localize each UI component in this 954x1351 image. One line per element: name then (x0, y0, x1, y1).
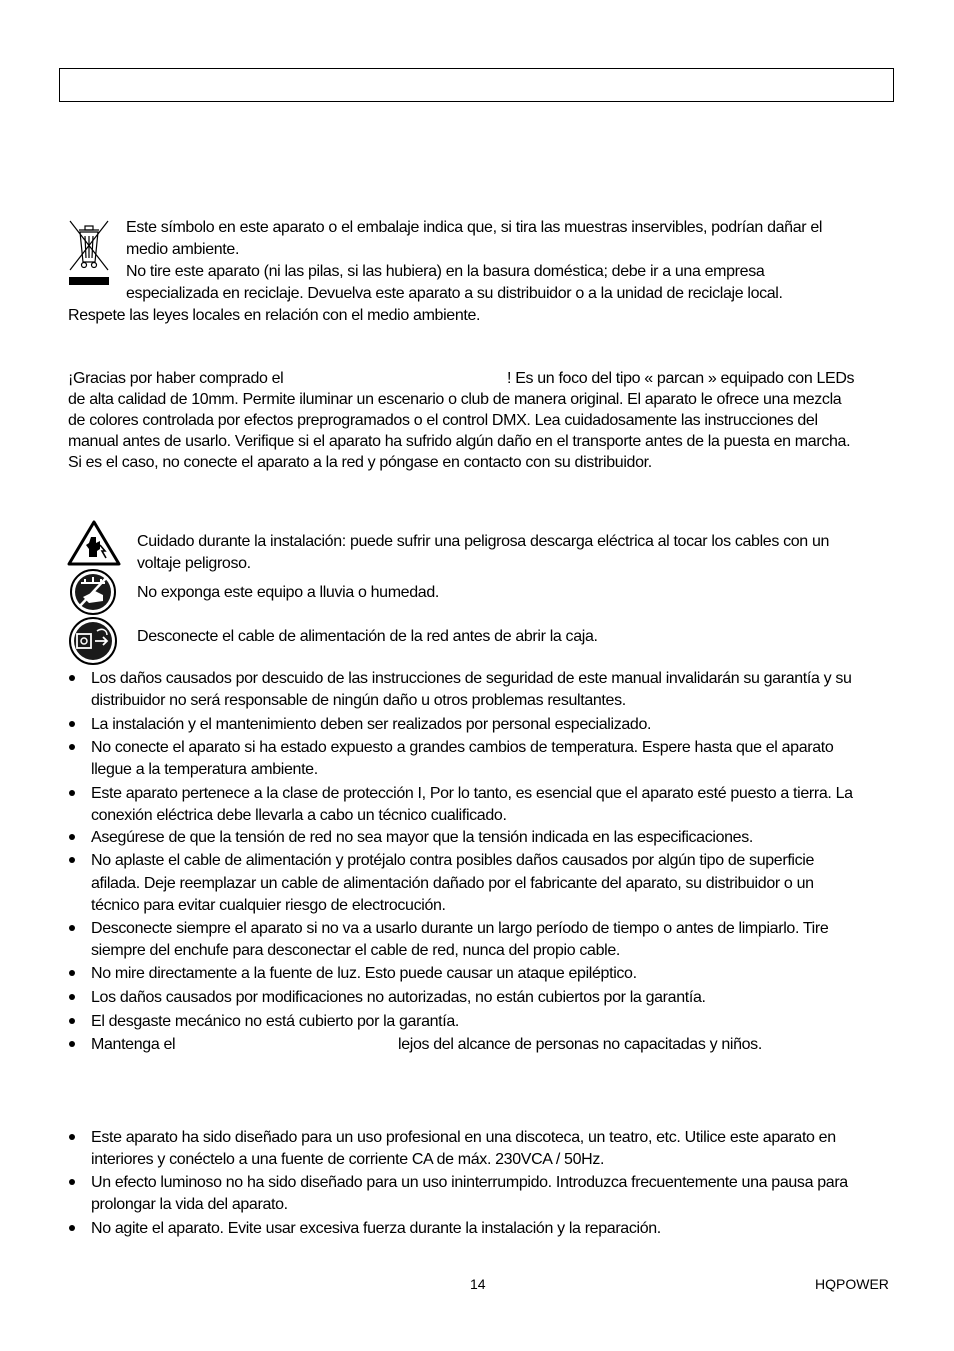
bullet-icon (69, 675, 75, 681)
usage-bullet-2-line-1: Un efecto luminoso no ha sido diseñado para un uso ininterrumpido. Introduzca frecuentemente una pausa para (91, 1174, 848, 1191)
page-number: 14 (470, 1276, 486, 1292)
bullet-icon (69, 1225, 75, 1231)
safety-bullet-7-line-2: siempre del enchufe para desconectar el cable de red, nunca del propio cable. (91, 942, 620, 959)
bullet-icon (69, 1041, 75, 1047)
bullet-icon (69, 790, 75, 796)
safety-bullet-6-line-2: afilada. Deje reemplazar un cable de alimentación dañado por el fabricante del aparato, su distribuidor o un (91, 875, 814, 892)
safety-bullet-4-line-1: Este aparato pertenece a la clase de protección I, Por lo tanto, es esencial que el aparato esté puesto a tierra. La (91, 785, 853, 802)
safety-bullet-8-line-1: No mire directamente a la fuente de luz. Esto puede causar un ataque epiléptico. (91, 965, 637, 982)
environment-line-4: especializada en reciclaje. Devuelva este aparato a su distribuidor o a la unidad de reciclaje local. (126, 285, 783, 302)
electric-shock-warning-icon (67, 519, 121, 567)
crossed-out-wheelie-bin-icon (67, 218, 111, 286)
no-moisture-icon (67, 569, 119, 615)
safety-bullet-1-line-1: Los daños causados por descuido de las instrucciones de seguridad de este manual invalidarán su garantía y su (91, 670, 852, 687)
safety-bullet-3-line-1: No conecte el aparato si ha estado expuesto a grandes cambios de temperatura. Espere hasta que el aparato (91, 739, 834, 756)
usage-bullet-3-line-1: No agite el aparato. Evite usar excesiva fuerza durante la instalación y la reparación. (91, 1220, 661, 1237)
unplug-warning-text: Desconecte el cable de alimentación de la red antes de abrir la caja. (137, 628, 598, 645)
unplug-icon (67, 617, 119, 665)
header-box (59, 68, 894, 102)
bullet-icon (69, 1134, 75, 1140)
safety-bullet-6-line-1: No aplaste el cable de alimentación y protéjalo contra posibles daños causados por algún tipo de superficie (91, 852, 815, 869)
safety-bullet-3-line-2: llegue a la temperatura ambiente. (91, 761, 318, 778)
safety-bullet-6-line-3: técnico para evitar cualquier riesgo de electrocución. (91, 897, 446, 914)
bullet-icon (69, 1018, 75, 1024)
environment-line-2: medio ambiente. (126, 241, 240, 258)
shock-warning-line-1: Cuidado durante la instalación: puede sufrir una peligrosa descarga eléctrica al tocar los cables con un (137, 533, 830, 550)
usage-bullet-1-line-2: interiores y conéctelo a una fuente de corriente CA de máx. 230VCA / 50Hz. (91, 1151, 605, 1168)
intro-line-1-end: ! Es un foco del tipo « parcan » equipado con LEDs (507, 370, 855, 387)
safety-bullet-2-line-1: La instalación y el mantenimiento deben ser realizados por personal especializado. (91, 716, 652, 733)
moisture-warning-text: No exponga este equipo a lluvia o humedad. (137, 584, 439, 601)
usage-bullet-2-line-2: prolongar la vida del aparato. (91, 1196, 288, 1213)
intro-line-4: manual antes de usarlo. Verifique si el aparato ha sufrido algún daño en el transporte antes de la puesta en marcha. (68, 433, 851, 450)
bullet-icon (69, 744, 75, 750)
bullet-icon (69, 721, 75, 727)
intro-line-3: de colores controlada por efectos preprogramados o el control DMX. Lea cuidadosamente las instrucciones del (68, 412, 818, 429)
safety-bullet-9-line-1: Los daños causados por modificaciones no autorizadas, no están cubiertos por la garantía. (91, 989, 706, 1006)
bullet-icon (69, 857, 75, 863)
footer-brand: HQPOWER (815, 1276, 889, 1292)
environment-line-1: Este símbolo en este aparato o el embalaje indica que, si tira las muestras inservibles, podrían dañar el (126, 219, 823, 236)
bullet-icon (69, 925, 75, 931)
bullet-icon (69, 970, 75, 976)
keep-away-end: lejos del alcance de personas no capacitadas y niños. (398, 1036, 762, 1053)
safety-bullet-10-line-1: El desgaste mecánico no está cubierto por la garantía. (91, 1013, 459, 1030)
environment-line-5: Respete las leyes locales en relación con el medio ambiente. (68, 307, 481, 324)
safety-bullet-1-line-2: distribuidor no será responsable de ningún daño u otros problemas resultantes. (91, 692, 626, 709)
intro-line-2: de alta calidad de 10mm. Permite iluminar un escenario o club de manera original. El aparato le ofrece una mezcla (68, 391, 842, 408)
safety-bullet-4-line-2: conexión eléctrica debe llevarla a cabo un técnico cualificado. (91, 807, 507, 824)
safety-bullet-5-line-1: Asegúrese de que la tensión de red no sea mayor que la tensión indicada en las especificaciones. (91, 829, 753, 846)
bullet-icon (69, 834, 75, 840)
bullet-icon (69, 994, 75, 1000)
environment-line-3: No tire este aparato (ni las pilas, si las hubiera) en la basura doméstica; debe ir a una empresa (126, 263, 765, 280)
safety-bullet-7-line-1: Desconecte siempre el aparato si no va a usarlo durante un largo período de tiempo o antes de limpiarlo. Tire (91, 920, 829, 937)
intro-line-5: Si es el caso, no conecte el aparato a la red y póngase en contacto con su distribuidor. (68, 454, 652, 471)
shock-warning-line-2: voltaje peligroso. (137, 555, 251, 572)
usage-bullet-1-line-1: Este aparato ha sido diseñado para un uso profesional en una discoteca, un teatro, etc. Utilice este aparato en (91, 1129, 836, 1146)
bullet-icon (69, 1179, 75, 1185)
keep-away-start: Mantenga el (91, 1036, 176, 1053)
intro-line-1-start: ¡Gracias por haber comprado el (68, 370, 284, 387)
